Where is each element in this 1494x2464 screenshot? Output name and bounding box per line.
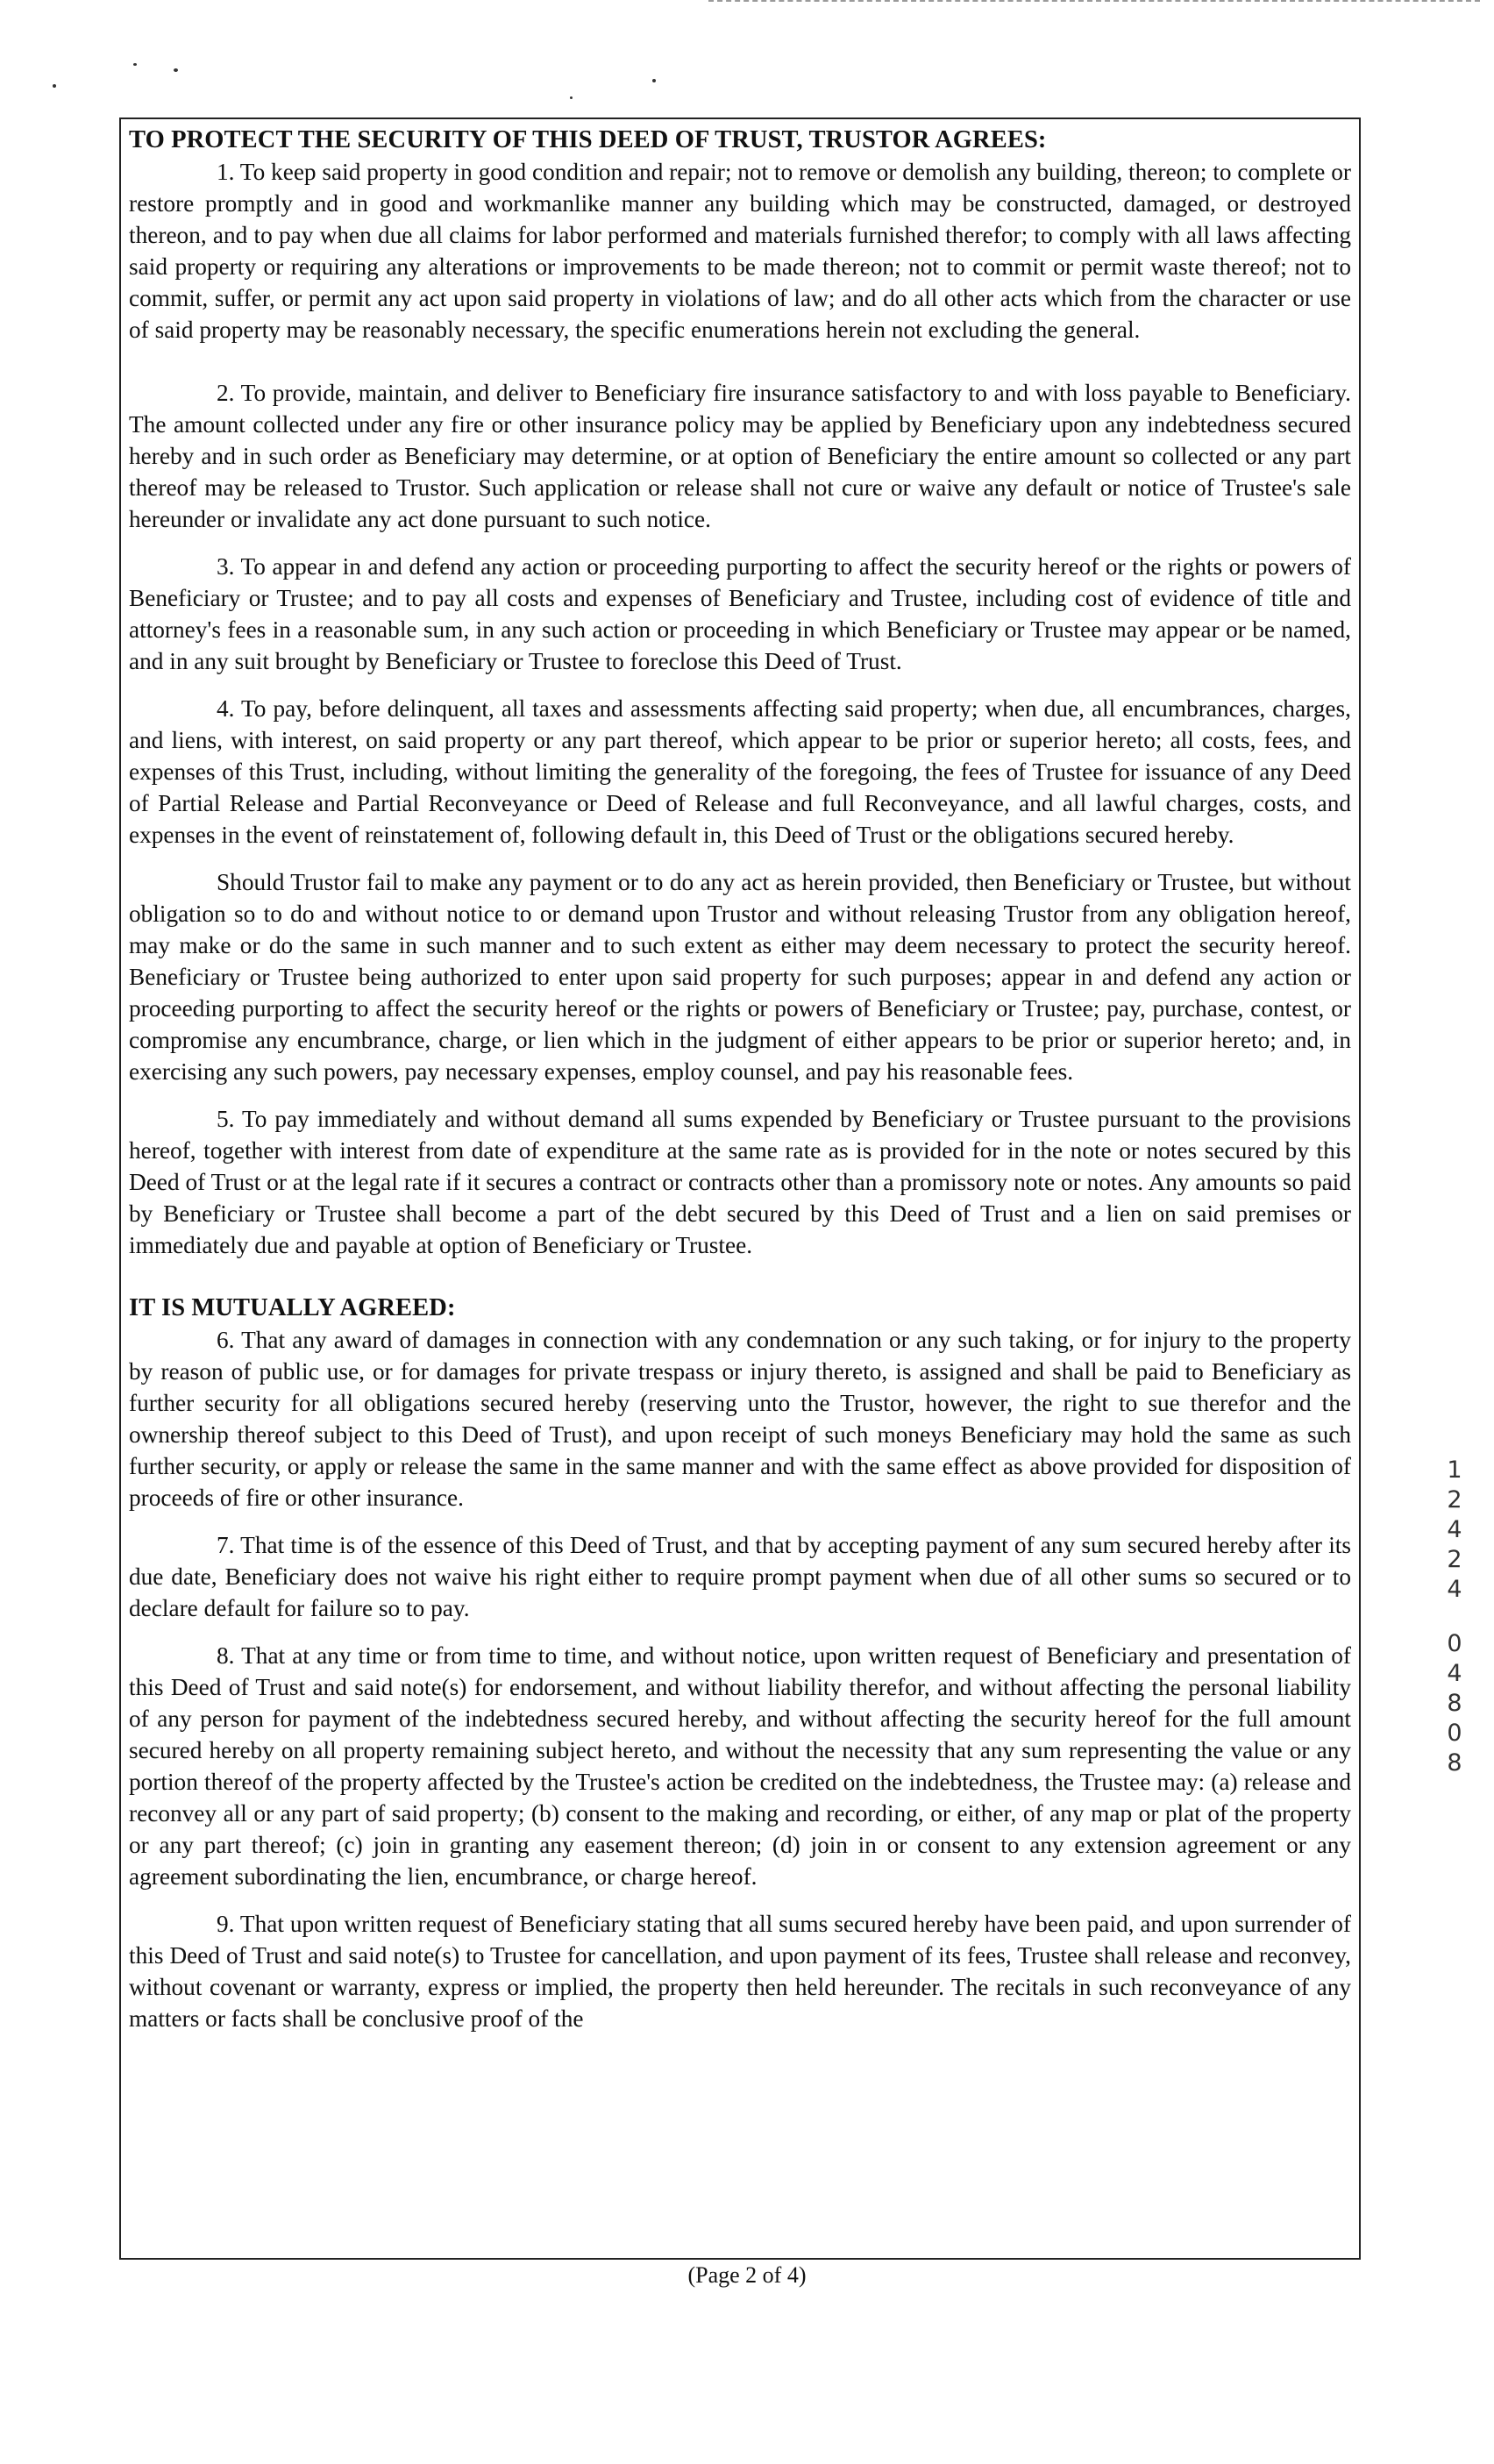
stamp-digit: 1 bbox=[1447, 1456, 1462, 1484]
document-body-frame bbox=[119, 118, 1361, 2260]
paragraph-2: 2. To provide, maintain, and deliver to Beneficiary fire insurance satisfactory to and with loss payable to Beneficiary. The amount collected under any fire or other insurance policy may be applied by Beneficiary upon any indebtedness secured hereby and in such order as Beneficiary may determine, or at option of Beneficiary the entire amount so collected or any part thereof may be released to Trustor. Such application or release shall not cure or waive any default or notice of Trustee's sale hereunder or invalidate any act done pursuant to such notice. bbox=[129, 380, 1351, 532]
top-edge-rule bbox=[708, 0, 1480, 2]
stamp-digit: 0 bbox=[1447, 1630, 1462, 1657]
stamp-digit: 4 bbox=[1447, 1660, 1462, 1687]
paragraph-5: 5. To pay immediately and without demand all sums expended by Beneficiary or Trustee pursuant to the provisions hereof, together with interest from date of expenditure at the same rate as is provided for in the note or notes secured by this Deed of Trust or at the legal rate if it secures a contract or contracts other than a promissory note or notes. Any amounts so paid by Beneficiary or Trustee shall become a part of the debt secured by this Deed of Trust and a lien on said premises or immediately due and payable at option of Beneficiary or Trustee. bbox=[129, 1106, 1351, 1258]
stamp-spacer bbox=[1441, 1605, 1468, 1629]
paragraph-4: 4. To pay, before delinquent, all taxes and assessments affecting said property; when due, all encumbrances, charges, and liens, with interest, on said property or any part thereof, which appear to be prior or superior hereto; all costs, fees, and expenses of this Trust, including, without limiting the generality of the foregoing, the fees of Trustee for issuance of any Deed of Partial Release and Partial Reconveyance or Deed of Release and full Reconveyance, and all lawful charges, costs, and expenses in the event of reinstatement of, following default in, this Deed of Trust or the obligations secured hereby. bbox=[129, 695, 1351, 848]
paragraph-7: 7. That time is of the essence of this Deed of Trust, and that by accepting payment of any sum secured hereby after its due date, Beneficiary does not waive his right either to require prompt payment when due of all other sums so secured or to declare default for failure so to pay. bbox=[129, 1532, 1351, 1621]
paragraph-6: 6. That any award of damages in connection with any condemnation or any such taking, or for injury to the property by reason of public use, or for damages for private trespass or injury thereto, is assigned and shall be paid to Beneficiary as further security for all obligations secured hereby (reserving unto the Trustor, however, the right to sue therefor and the ownership thereof subject to this Deed of Trust), and upon receipt of such moneys Beneficiary may hold the same as such further security, or apply or release the same in the same manner and with the same effect as above provided for disposition of proceeds of fire or other insurance. bbox=[129, 1327, 1351, 1511]
stamp-digit: 8 bbox=[1447, 1749, 1462, 1777]
scan-speck bbox=[133, 63, 137, 66]
stamp-digit: 4 bbox=[1447, 1576, 1462, 1603]
section-heading-trustor-agrees: TO PROTECT THE SECURITY OF THIS DEED OF TRUST, TRUSTOR AGREES: bbox=[129, 126, 1047, 153]
scan-speck bbox=[174, 68, 178, 72]
paragraph-1: 1. To keep said property in good condition and repair; not to remove or demolish any building, thereon; to complete or restore promptly and in good and workmanlike manner any building which may be constructed, damaged, or destroyed thereon, and to pay when due all claims for labor performed and materials furnished therefor; to comply with all laws affecting said property or requiring any alterations or improvements to be made thereon; not to commit or permit waste thereof; not to commit, suffer, or permit any act upon said property in violations of law; and do all other acts which from the character or use of said property may be reasonably necessary, the specific enumerations herein not excluding the general. bbox=[129, 159, 1351, 343]
margin-recording-stamp bbox=[1441, 1456, 1468, 1778]
stamp-digit: 0 bbox=[1447, 1720, 1462, 1747]
stamp-digit: 4 bbox=[1447, 1516, 1462, 1543]
scan-speck bbox=[53, 84, 56, 88]
stamp-digit: 2 bbox=[1447, 1486, 1462, 1513]
paragraph-8: 8. That at any time or from time to time, and without notice, upon written request of Beneficiary and presentation of this Deed of Trust and said note(s) for endorsement, and without liability therefor, and without affecting the personal liability of any person for payment of the indebtedness secured hereby, and without affecting the security hereof for the full amount secured hereby on all property remaining subject hereto, and without the necessity that any sum representing the value or any portion thereof of the property affected by the Trustee's action be credited on the indebtedness, the Trustee may: (a) release and reconvey all or any part of said property; (b) consent to the making and recording, or either, of any map or plat of the property or any part thereof; (c) join in granting any easement thereon; (d) join in or consent to any extension agreement or any agreement subordinating the lien, encumbrance, or charge hereof. bbox=[129, 1642, 1351, 1890]
scan-speck bbox=[652, 79, 656, 82]
scan-speck bbox=[570, 96, 573, 99]
section-heading-mutually-agreed: IT IS MUTUALLY AGREED: bbox=[129, 1294, 456, 1321]
stamp-digit: 2 bbox=[1447, 1546, 1462, 1573]
paragraph-9: 9. That upon written request of Beneficiary stating that all sums secured hereby have been paid, and upon surrender of this Deed of Trust and said note(s) to Trustee for cancellation, and upon payment of its fees, Trustee shall release and reconvey, without covenant or warranty, express or implied, the property then held hereunder. The recitals in such reconveyance of any matters or facts shall be conclusive proof of the bbox=[129, 1911, 1351, 2032]
stamp-digit: 8 bbox=[1447, 1690, 1462, 1717]
page-number: (Page 2 of 4) bbox=[687, 2262, 807, 2288]
paragraph-should-trustor-fail: Should Trustor fail to make any payment or to do any act as herein provided, then Beneficiary or Trustee, but without obligation so to do and without notice to or demand upon Trustor and without releasing Trustor from any obligation hereof, may make or do the same in such manner and to such extent as either may deem necessary to protect the security hereof. Beneficiary or Trustee being authorized to enter upon said property for such purposes; appear in and defend any action or proceeding purporting to affect the security hereof or the rights or powers of Beneficiary or Trustee; pay, purchase, contest, or compromise any encumbrance, charge, or lien which in the judgment of either appears to be prior or superior hereto; and, in exercising any such powers, pay necessary expenses, employ counsel, and pay his reasonable fees. bbox=[129, 869, 1351, 1085]
paragraph-3: 3. To appear in and defend any action or proceeding purporting to affect the security hereof or the rights or powers of Beneficiary or Trustee; and to pay all costs and expenses of Beneficiary and Trustee, including cost of evidence of title and attorney's fees in a reasonable sum, in any such action or proceeding in which Beneficiary or Trustee may appear or be named, and in any suit brought by Beneficiary or Trustee to foreclose this Deed of Trust. bbox=[129, 553, 1351, 674]
